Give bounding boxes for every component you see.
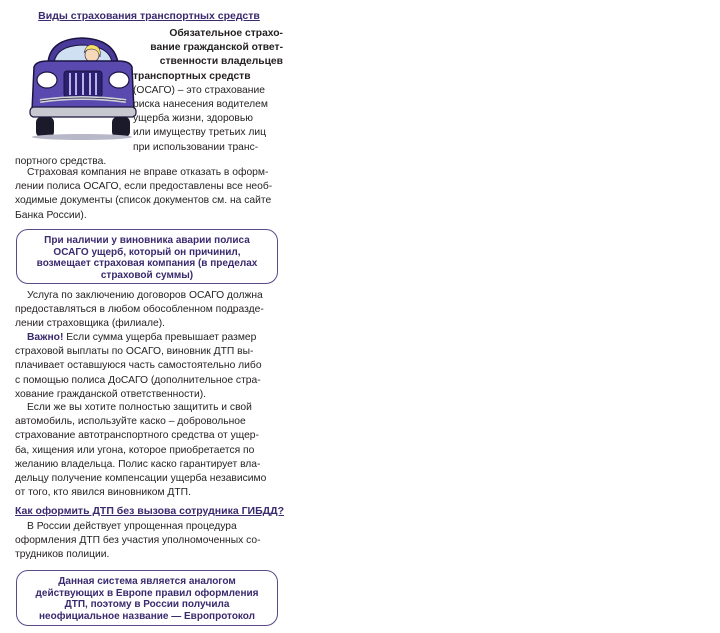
callout-line: ДТП, поэтому в России получила [64, 599, 230, 610]
text-line: ходимые документы (список документов см. на сайте [15, 195, 272, 207]
paragraph-simplified-procedure [15, 520, 283, 563]
callout-line: возмещает страховая компания (в пределах [36, 258, 258, 269]
callout-box-europrotocol [16, 570, 278, 626]
text-line: оформления ДТП без участия уполномоченных со- [15, 535, 261, 547]
callout-line: действующих в Европе правил оформления [35, 587, 259, 599]
text-line: Обязательное страхо- [169, 28, 283, 39]
paragraph-refusal-rules [15, 166, 283, 223]
text-line: ственности владельцев [159, 56, 283, 68]
text-line: лении полиса ОСАГО, если предоставлены все необ- [15, 181, 273, 193]
callout-line: ОСАГО ущерб, который он причинил, [53, 246, 241, 258]
important-label: Важно! [27, 332, 64, 343]
callout-line: Данная система является аналогом [58, 576, 236, 587]
text-line: трудников полиции. [15, 549, 110, 561]
text-line: Услуга по заключению договоров ОСАГО должна [27, 290, 263, 301]
callout-line: При наличии у виновника аварии полиса [44, 235, 250, 246]
text-line: или имуществу третьих лиц [133, 127, 266, 139]
text-line: Если же вы хотите полностью защитить и свой [27, 402, 252, 413]
text-line: Банка России). [15, 209, 87, 221]
text-line: вание гражданской ответ- [150, 42, 283, 54]
text-line: предоставляться в любом обособленном подразде- [15, 304, 264, 316]
text-line: с помощью полиса ДоСАГО (дополнительное стра- [15, 374, 261, 386]
text-line: риска нанесения водителем [133, 98, 268, 110]
text-line: ба, хищения или угона, которое приобретается по [15, 444, 255, 456]
callout-box-compensation [16, 229, 278, 284]
text-line: ущерба жизни, здоровью [133, 113, 253, 125]
text-line: страхование автотранспортного средства от ущер- [15, 430, 259, 442]
text-line: дельцу получение компенсации ущерба независимо [15, 472, 267, 484]
text-line: при использовании транс- [133, 141, 259, 153]
paragraph-osago-definition [15, 27, 283, 169]
callout-line: неофициальное название — Европротокол [38, 610, 256, 622]
text-line: транспортных средств [133, 70, 251, 82]
text-line: автомобиль, используйте каско – добровольное [15, 416, 246, 428]
text-line: В России действует упрощенная процедура [27, 521, 237, 532]
text-line [15, 331, 283, 345]
text-line: страховой выплаты по ОСАГО, виновник ДТП вы- [15, 346, 254, 358]
text-line: (ОСАГО) – это страхование [133, 84, 265, 96]
text-line: лении страховщика (филиале). [15, 318, 166, 330]
text-line: от того, кто явился виновником ДТП. [15, 487, 191, 499]
section-heading-accident-registration: Как оформить ДТП без вызова сотрудника ГИБДД? [15, 505, 285, 517]
text-line: желанию владельца. Полис каско гарантирует вла- [15, 458, 261, 470]
text-line: плачивает оставшуюся часть самостоятельно либо [15, 360, 262, 372]
text-line-rest: Если сумма ущерба превышает размер [66, 332, 257, 343]
text-line: Страховая компания не вправе отказать в оформ- [27, 167, 269, 178]
paragraph-service-branches [15, 289, 283, 332]
text-line: хование гражданской ответственности). [15, 388, 206, 400]
callout-line: страховой суммы) [100, 269, 194, 281]
paragraph-important-dosago [15, 331, 283, 402]
text-line: портного средства. [15, 155, 107, 167]
paragraph-kasko [15, 401, 283, 500]
section-heading-insurance-types: Виды страхования транспортных средств [38, 10, 260, 22]
